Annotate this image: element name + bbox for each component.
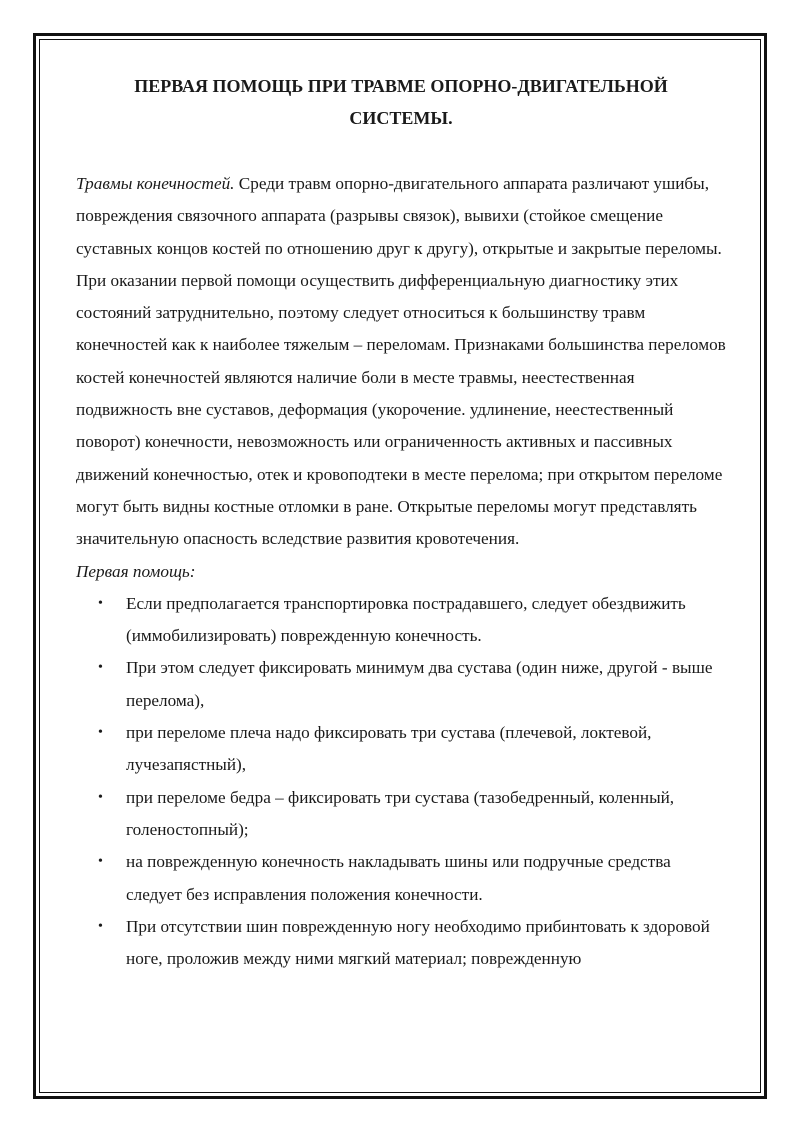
step-text: При отсутствии шин поврежденную ногу необходимо прибинтовать к здоровой ноге, проложив между ними мягкий материал; поврежденную [126, 916, 710, 969]
bullet-icon: • [98, 660, 103, 676]
bullet-icon: • [98, 854, 103, 870]
list-item [76, 911, 726, 976]
first-aid-steps-list [76, 588, 726, 976]
list-item [76, 652, 726, 717]
list-item [76, 846, 726, 911]
step-text: при переломе бедра – фиксировать три сустава (тазобедренный, коленный, голеностопный); [126, 787, 675, 839]
step-text: при переломе плеча надо фиксировать три сустава (плечевой, локтевой, лучезапястный), [126, 723, 652, 775]
list-item [76, 588, 726, 653]
intro-paragraph [76, 168, 726, 556]
first-aid-heading: Первая помощь: [76, 561, 196, 581]
step-text: на поврежденную конечность накладывать шины или подручные средства следует без исправления положения конечности. [126, 852, 671, 904]
intro-heading: Травмы конечностей. [76, 174, 235, 193]
list-item [76, 717, 726, 782]
bullet-icon: • [98, 725, 103, 741]
bullet-icon: • [98, 595, 103, 611]
bullet-icon: • [98, 789, 103, 805]
bullet-icon: • [98, 918, 103, 934]
document-body [76, 70, 726, 975]
step-text: Если предполагается транспортировка пострадавшего, следует обездвижить (иммобилизировать) поврежденную конечность. [126, 593, 686, 646]
list-item [76, 782, 726, 847]
document-title: ПЕРВАЯ ПОМОЩЬ ПРИ ТРАВМЕ ОПОРНО-ДВИГАТЕЛЬНОЙ СИСТЕМЫ. [134, 76, 668, 128]
intro-text: Среди травм опорно-двигательного аппарата различают ушибы, повреждения связочного аппарата (разрывы связок), вывихи (стойкое смещение суставных концов костей по отношению друг к другу), открытые и закрытые переломы. При оказании первой помощи осуществить дифференциальную диагностику этих состояний затруднительно, поэтому следует относиться к большинству травм конечностей как к наиболее тяжелым – переломам. Признаками большинства переломов костей конечностей являются наличие боли в месте травмы, неестественная подвижность вне суставов, деформация (укорочение. удлинение, неестественный поворот) конечности, невозможность или ограниченность активных и пассивных движений конечностью, отек и кровоподтеки в месте перелома; при открытом переломе могут быть видны костные отломки в ране. Открытые переломы могут представлять значительную опасность вследствие развития кровотечения. [76, 174, 726, 549]
step-text: При этом следует фиксировать минимум два сустава (один ниже, другой - выше перелома), [126, 658, 713, 710]
